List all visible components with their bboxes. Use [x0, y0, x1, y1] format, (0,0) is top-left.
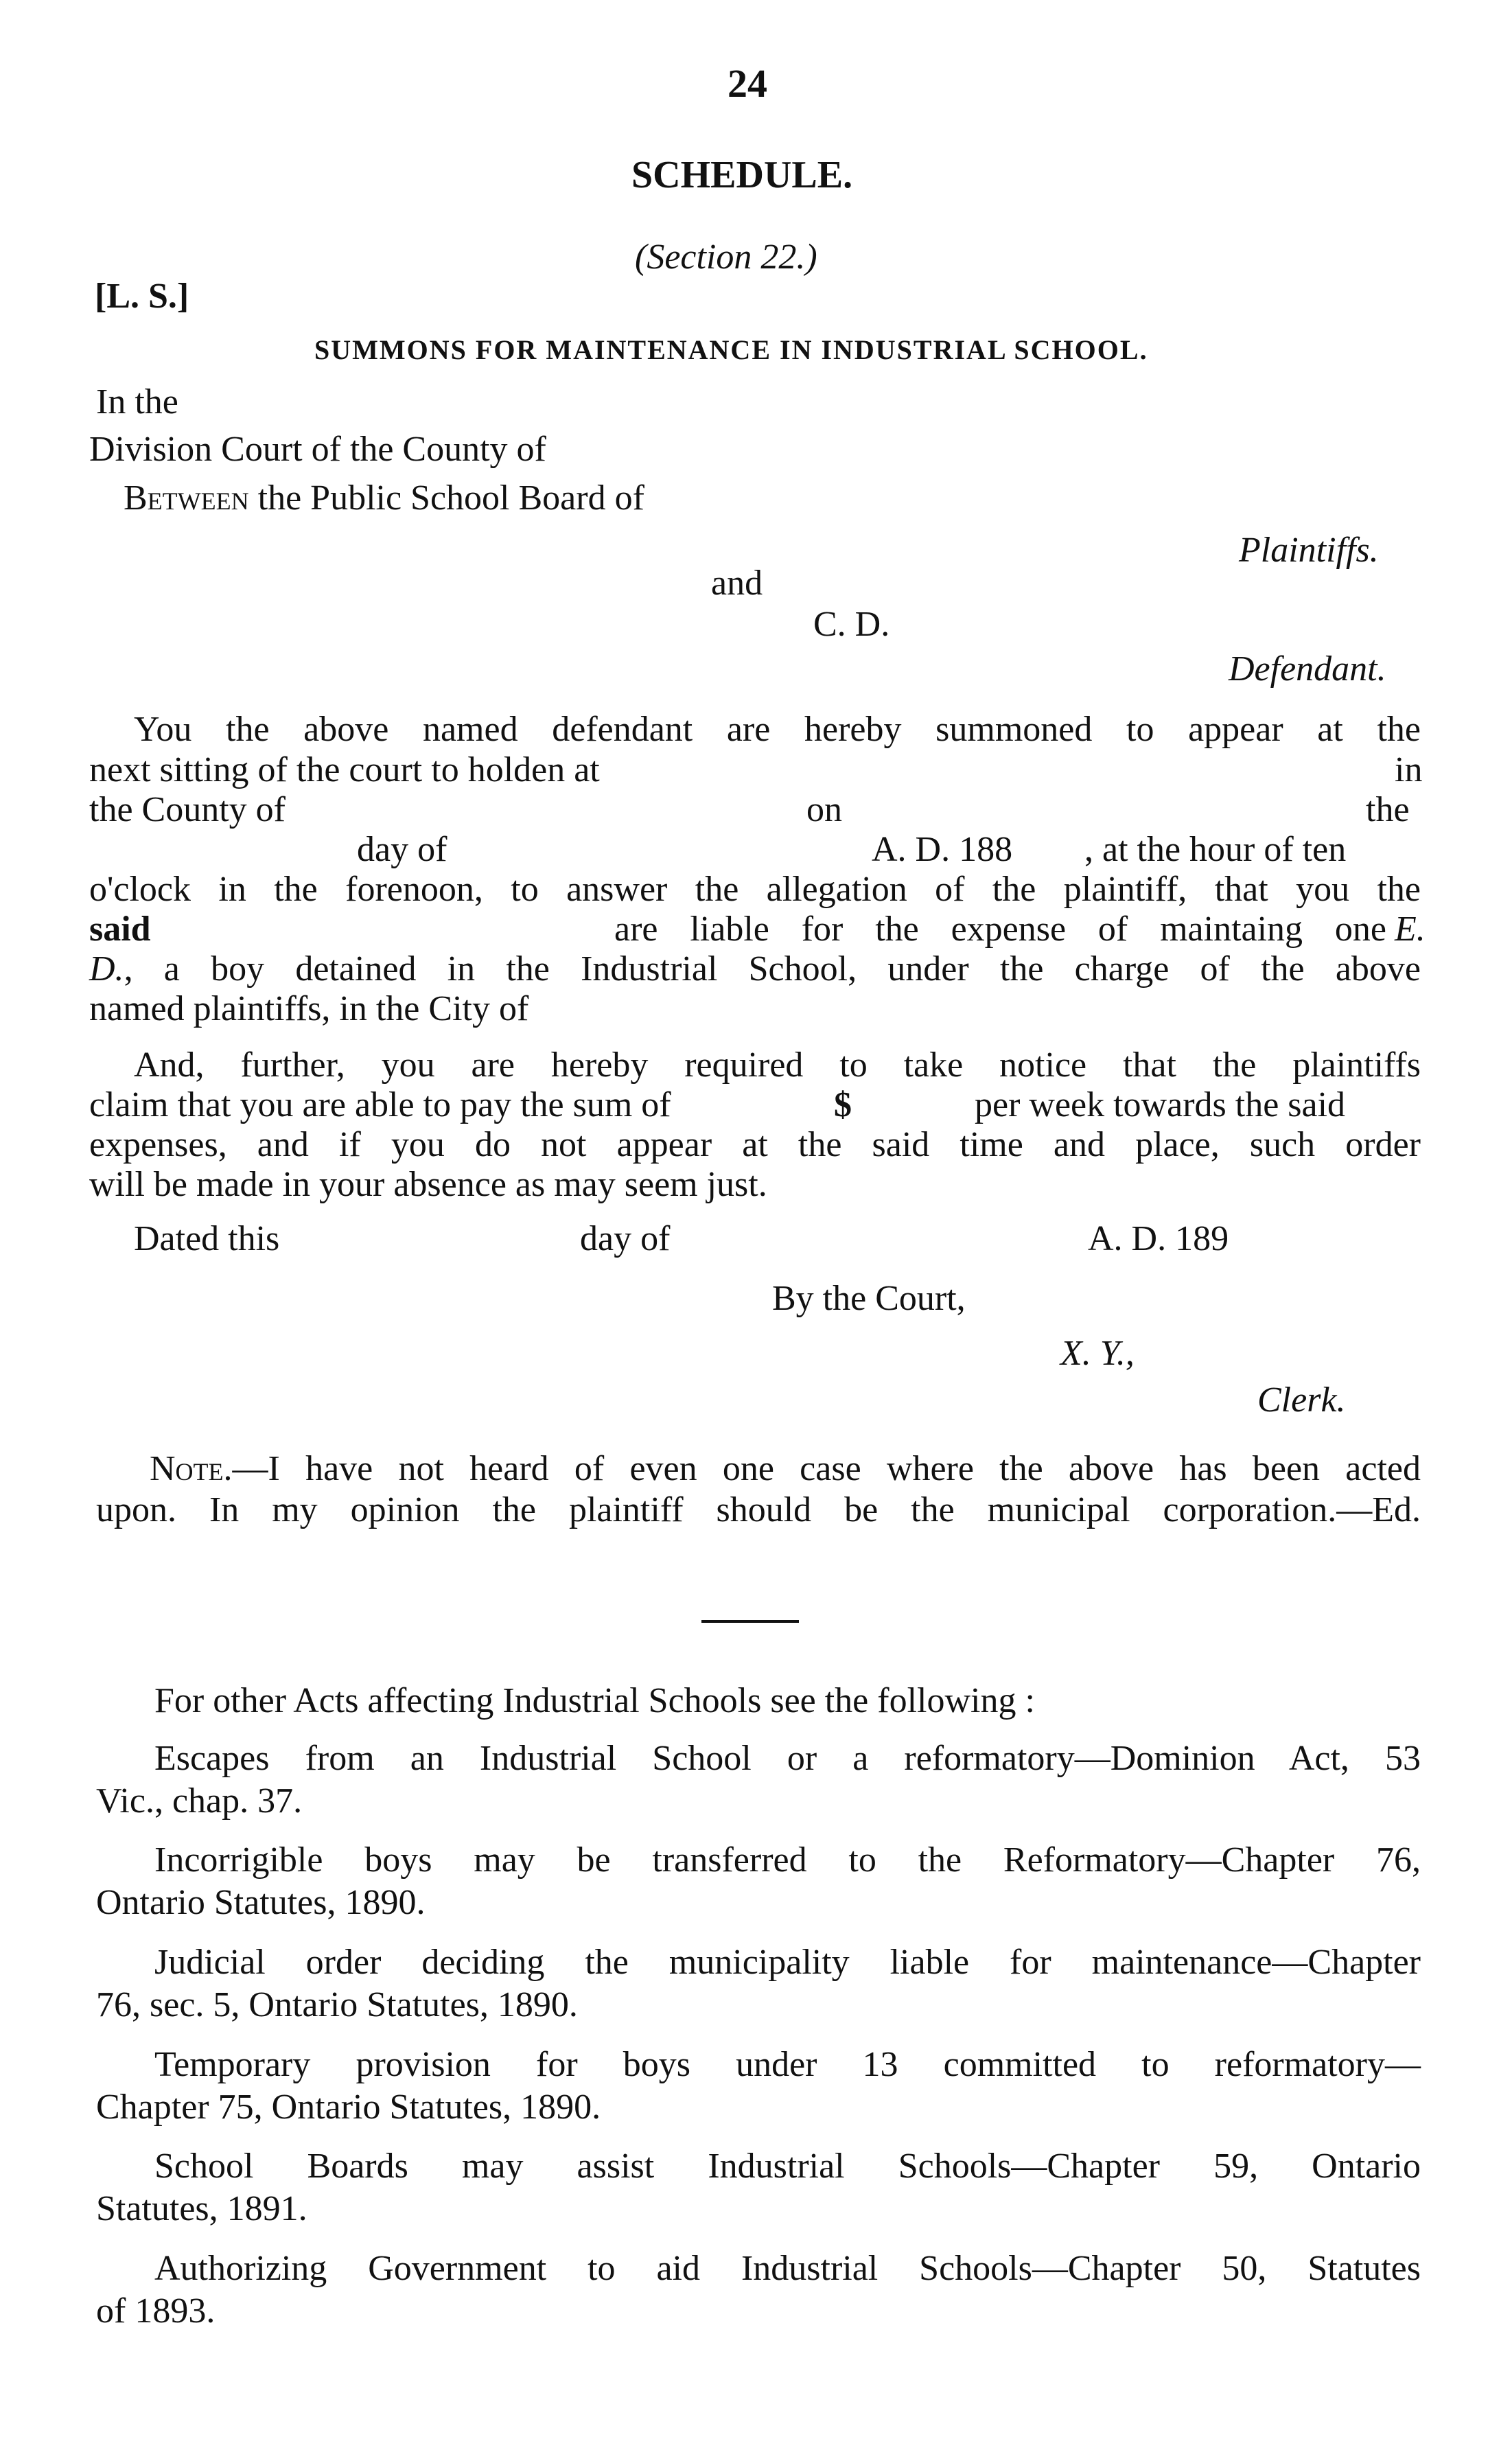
caption-in-the: In the	[96, 382, 178, 421]
section-divider	[701, 1620, 799, 1623]
summons-word: , at the hour of ten	[1084, 830, 1347, 869]
summons-line	[89, 949, 1421, 990]
caption-and: and	[711, 564, 763, 603]
caption-cd: C. D.	[813, 605, 890, 644]
summons-line: the County of	[89, 790, 286, 829]
summons-line: o'clock in the forenoon, to answer the allegation of the plaintiff, that you the	[89, 870, 1421, 909]
act-line: 76, sec. 5, Ontario Statutes, 1890.	[96, 1985, 578, 2024]
caption-plaintiffs: Plaintiffs.	[1239, 531, 1379, 570]
clerk-initials: X. Y.,	[1060, 1334, 1135, 1373]
act-line: Vic., chap. 37.	[96, 1781, 303, 1821]
summons-word: in	[1395, 750, 1423, 789]
caption-court: Division Court of the County of	[89, 430, 546, 469]
summons-line: named plaintiffs, in the City of	[89, 989, 529, 1028]
act-line: of 1893.	[96, 2291, 216, 2331]
summons-word: on	[806, 790, 842, 829]
summons-line: claim that you are able to pay the sum of	[89, 1085, 671, 1124]
summons-word: said	[89, 910, 151, 949]
summons-line: You the above named defendant are hereby summoned to appear at the	[134, 710, 1421, 749]
act-line: Chapter 75, Ontario Statutes, 1890.	[96, 2088, 601, 2127]
dated-this: Dated this	[134, 1219, 280, 1258]
summons-line: expenses, and if you do not appear at the said time and place, such order	[89, 1125, 1421, 1164]
summons-initial: D.	[89, 949, 124, 989]
clerk-title: Clerk.	[1257, 1380, 1346, 1420]
form-title: SUMMONS FOR MAINTENANCE IN INDUSTRIAL SCHOOL.	[314, 334, 1148, 365]
act-line: School Boards may assist Industrial Schools—Chapter 59, Ontario	[154, 2147, 1421, 2186]
caption-between	[124, 478, 644, 519]
caption-defendant: Defendant.	[1229, 649, 1386, 689]
summons-line: And, further, you are hereby required to take notice that the plaintiffs	[134, 1045, 1421, 1085]
note-label: Note	[150, 1449, 224, 1488]
seal-mark: [L. S.]	[95, 277, 189, 316]
summons-line: will be made in your absence as may seem just.	[89, 1165, 767, 1204]
summons-word: E.	[1395, 910, 1426, 949]
summons-word: A. D. 188	[872, 830, 1013, 869]
page-heading: SCHEDULE.	[631, 154, 853, 196]
note-line: upon. In my opinion the plaintiff should be the municipal corporation.—Ed.	[96, 1490, 1421, 1529]
act-line: Authorizing Government to aid Industrial Schools—Chapter 50, Statutes	[154, 2249, 1421, 2288]
summons-line: are liable for the expense of maintaing one	[614, 910, 1386, 949]
summons-word: the	[1366, 790, 1410, 829]
note-line	[150, 1448, 1421, 1490]
dated-day-of: day of	[580, 1219, 671, 1258]
other-acts-intro: For other Acts affecting Industrial Schools see the following :	[154, 1681, 1035, 1720]
summons-text: , a boy detained in the Industrial School, under the charge of the above	[124, 949, 1421, 989]
summons-word: day of	[357, 830, 447, 869]
note-text: .—I have not heard of even one case where the above has been acted	[223, 1449, 1421, 1488]
act-line: Incorrigible boys may be transferred to the Reformatory—Chapter 76,	[154, 1840, 1421, 1880]
act-line: Judicial order deciding the municipality liable for maintenance—Chapter	[154, 1943, 1421, 1982]
section-reference: (Section 22.)	[635, 238, 817, 277]
summons-line: per week towards the said	[975, 1085, 1346, 1124]
act-line: Ontario Statutes, 1890.	[96, 1883, 426, 1922]
dated-year: A. D. 189	[1088, 1219, 1229, 1258]
dollar-sign: $	[834, 1085, 852, 1124]
summons-line: next sitting of the court to holden at	[89, 750, 600, 789]
by-the-court: By the Court,	[772, 1279, 966, 1318]
act-line: Temporary provision for boys under 13 committed to reformatory—	[154, 2045, 1421, 2084]
act-line: Statutes, 1891.	[96, 2189, 307, 2228]
caption-between-rest: the Public School Board of	[248, 478, 644, 518]
act-line: Escapes from an Industrial School or a reformatory—Dominion Act, 53	[154, 1739, 1421, 1778]
caption-between-word: Between	[124, 478, 249, 518]
page-number: 24	[728, 61, 767, 106]
